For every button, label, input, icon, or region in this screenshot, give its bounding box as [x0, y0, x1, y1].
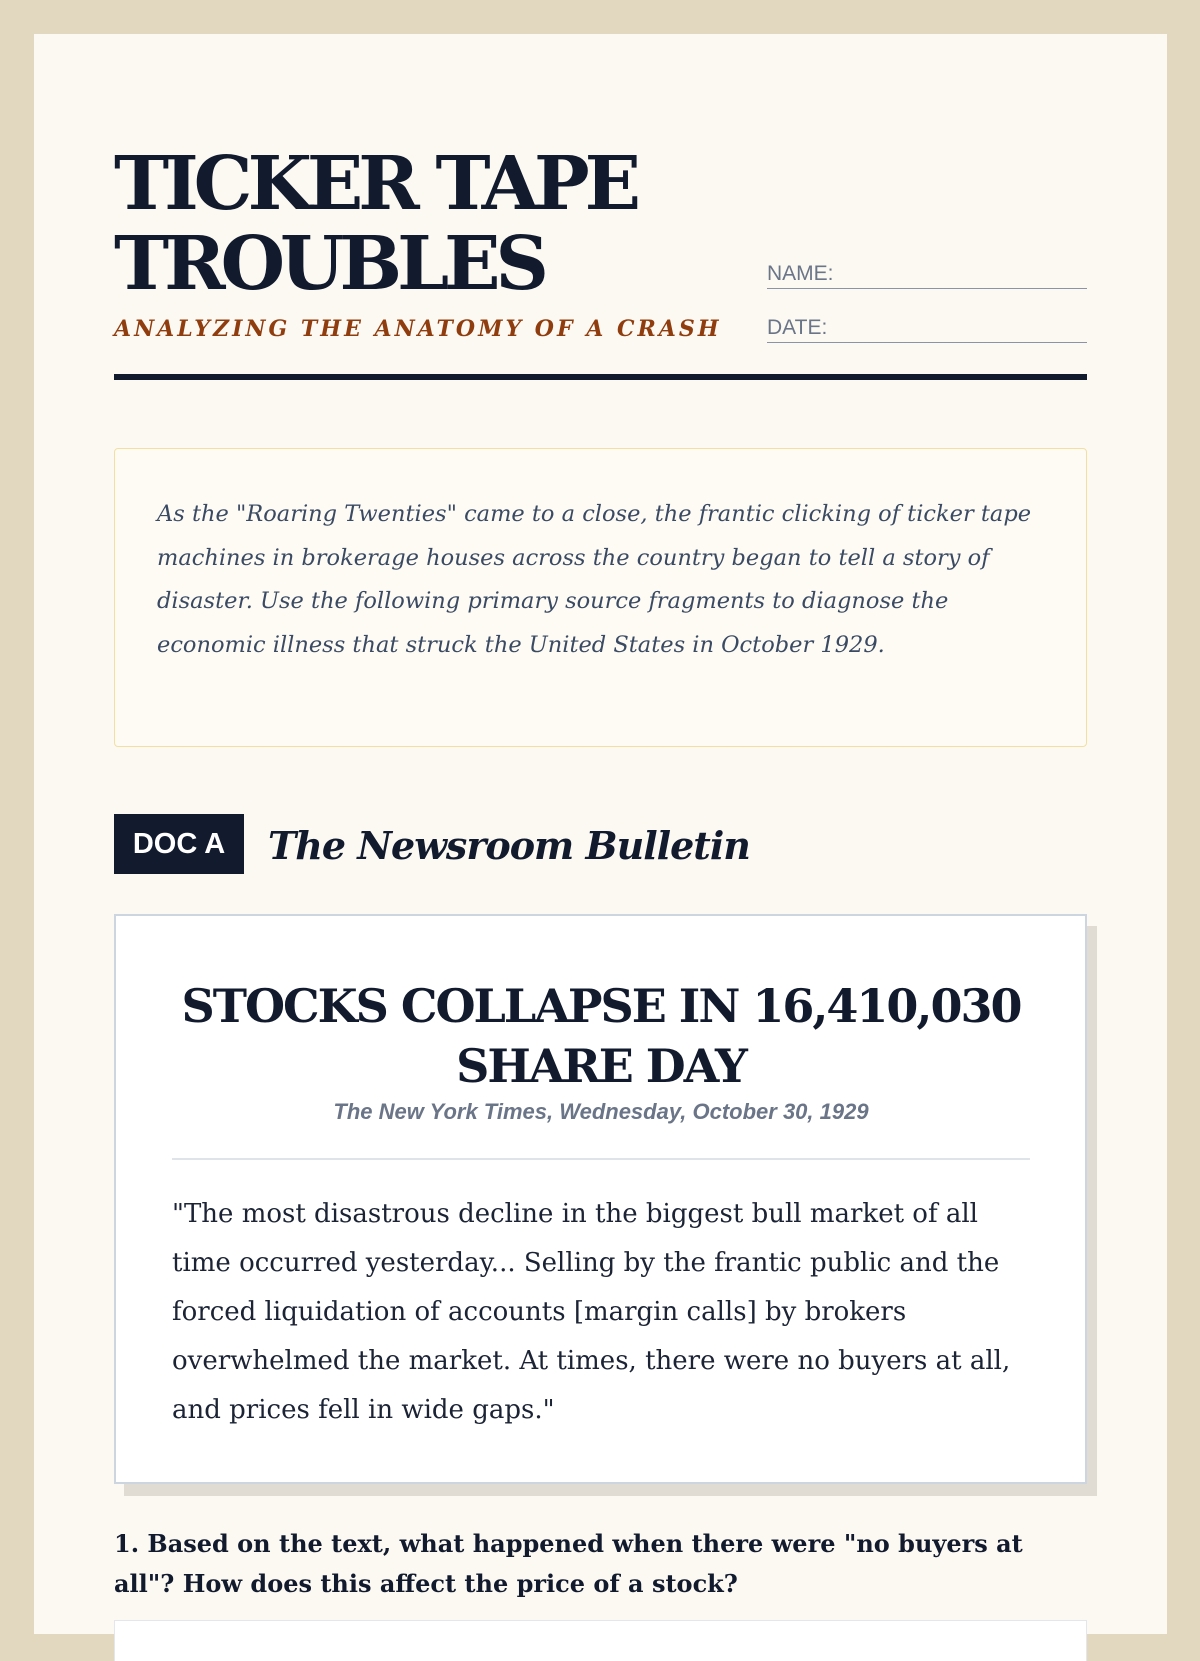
name-field[interactable] [767, 262, 1087, 289]
page-subtitle: ANALYZING THE ANATOMY OF A CRASH [114, 316, 722, 342]
card-divider [172, 1158, 1030, 1160]
question-1: 1. Based on the text, what happened when there were "no buyers at all"? How does this affect the price of a stock? [114, 1529, 1023, 1598]
newspaper-headline: STOCKS COLLAPSE IN 16,410,030 SHARE DAY [181, 979, 1021, 1093]
newspaper-card [114, 914, 1087, 1484]
title-line-1: TICKER TAPE [114, 141, 637, 227]
newspaper-quote: "The most disastrous decline in the biggest bull market of all time occurred yesterday... Selling by the frantic public and the forced liquidation of accounts [margin calls] by brokers overwhelmed the market. At times, there were no buyers at all, and prices fell in wide gaps." [172, 1199, 1011, 1425]
worksheet-page [34, 34, 1167, 1634]
doc-a-title: The Newsroom Bulletin [268, 823, 750, 868]
intro-text: As the "Roaring Twenties" came to a close, the frantic clicking of ticker tape machines in brokerage houses across the country began to tell a story of disaster. Use the following primary source fragments to diagnose the economic illness that struck the United States in October 1929. [157, 501, 1032, 658]
name-label: NAME: [767, 262, 834, 285]
answer-box-1[interactable] [114, 1620, 1087, 1661]
newspaper-byline: The New York Times, Wednesday, October 30, 1929 [333, 1099, 869, 1124]
intro-box [114, 448, 1087, 747]
header-divider [114, 374, 1087, 380]
title-line-2: TROUBLES [114, 221, 544, 307]
date-field[interactable] [767, 316, 1087, 343]
doc-a-badge: DOC A [114, 814, 244, 874]
date-label: DATE: [767, 316, 828, 339]
page-title [114, 141, 754, 307]
